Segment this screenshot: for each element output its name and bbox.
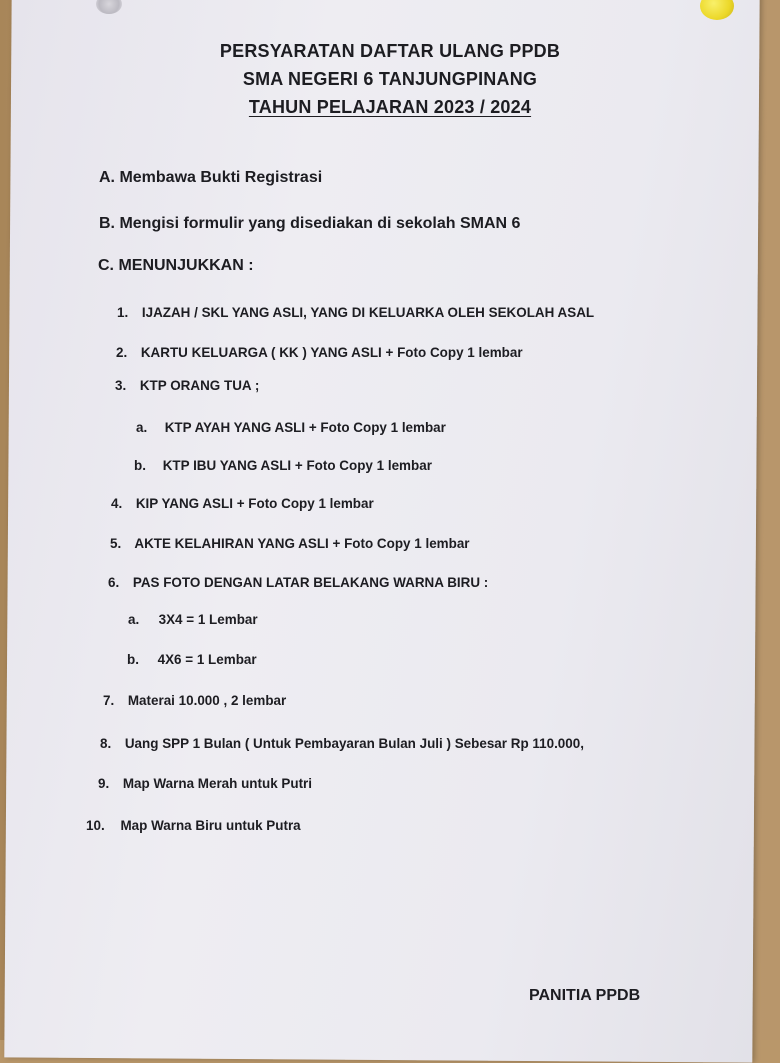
item-number: 8.: [100, 735, 112, 751]
list-item: [116, 344, 523, 360]
item-letter: b.: [127, 651, 139, 667]
item-letter: a.: [136, 419, 148, 435]
item-number: 7.: [103, 692, 115, 708]
item-text: KTP ORANG TUA ;: [139, 377, 260, 393]
item-text: AKTE KELAHIRAN YANG ASLI + Foto Copy 1 lembar: [134, 535, 470, 551]
item-number: 10.: [86, 817, 105, 833]
item-text: 4X6 = 1 Lembar: [157, 651, 257, 667]
item-text: KARTU KELUARGA ( KK ) YANG ASLI + Foto Copy 1 lembar: [140, 344, 523, 360]
section-c: C. MENUNJUKKAN :: [98, 257, 254, 274]
list-item: [86, 817, 301, 833]
item-number: 6.: [108, 574, 120, 590]
item-text: KIP YANG ASLI + Foto Copy 1 lembar: [135, 495, 374, 511]
list-item: [98, 775, 312, 791]
list-item: [128, 611, 258, 627]
item-text: 3X4 = 1 Lembar: [158, 611, 258, 627]
item-text: IJAZAH / SKL YANG ASLI, YANG DI KELUARKA OLEH SEKOLAH ASAL: [141, 304, 595, 320]
item-text: Map Warna Merah untuk Putri: [122, 775, 313, 791]
doc-title-year: TAHUN PELAJARAN 2023 / 2024: [248, 97, 532, 117]
doc-title-line-1: PERSYARATAN DAFTAR ULANG PPDB: [219, 41, 561, 61]
item-text: Map Warna Biru untuk Putra: [120, 817, 301, 833]
item-text: KTP AYAH YANG ASLI + Foto Copy 1 lembar: [164, 419, 446, 435]
item-number: 3.: [115, 377, 127, 393]
list-item: [115, 377, 259, 393]
list-item: [103, 692, 286, 708]
list-item: [111, 495, 374, 511]
doc-title-line-2: SMA NEGERI 6 TANJUNGPINANG: [242, 69, 538, 89]
signature-panitia: PANITIA PPDB: [529, 987, 641, 1004]
section-a: A. Membawa Bukti Registrasi: [99, 169, 323, 186]
list-item: [134, 457, 432, 473]
item-text: PAS FOTO DENGAN LATAR BELAKANG WARNA BIRU :: [132, 574, 489, 590]
section-b: B. Mengisi formulir yang disediakan di sekolah SMAN 6: [99, 215, 521, 232]
item-text: Uang SPP 1 Bulan ( Untuk Pembayaran Bulan Juli ) Sebesar Rp 110.000,: [124, 735, 584, 751]
item-number: 9.: [98, 775, 110, 791]
item-number: 1.: [117, 304, 129, 320]
item-number: 5.: [110, 535, 122, 551]
list-item: [100, 735, 584, 751]
list-item: [117, 304, 594, 320]
list-item: [136, 419, 446, 435]
item-text: Materai 10.000 , 2 lembar: [127, 692, 287, 708]
list-item: [108, 574, 488, 590]
item-letter: b.: [134, 457, 146, 473]
item-letter: a.: [128, 611, 140, 627]
list-item: [110, 535, 470, 551]
list-item: [127, 651, 257, 667]
item-number: 2.: [116, 344, 128, 360]
item-number: 4.: [111, 495, 123, 511]
item-text: KTP IBU YANG ASLI + Foto Copy 1 lembar: [162, 457, 432, 473]
